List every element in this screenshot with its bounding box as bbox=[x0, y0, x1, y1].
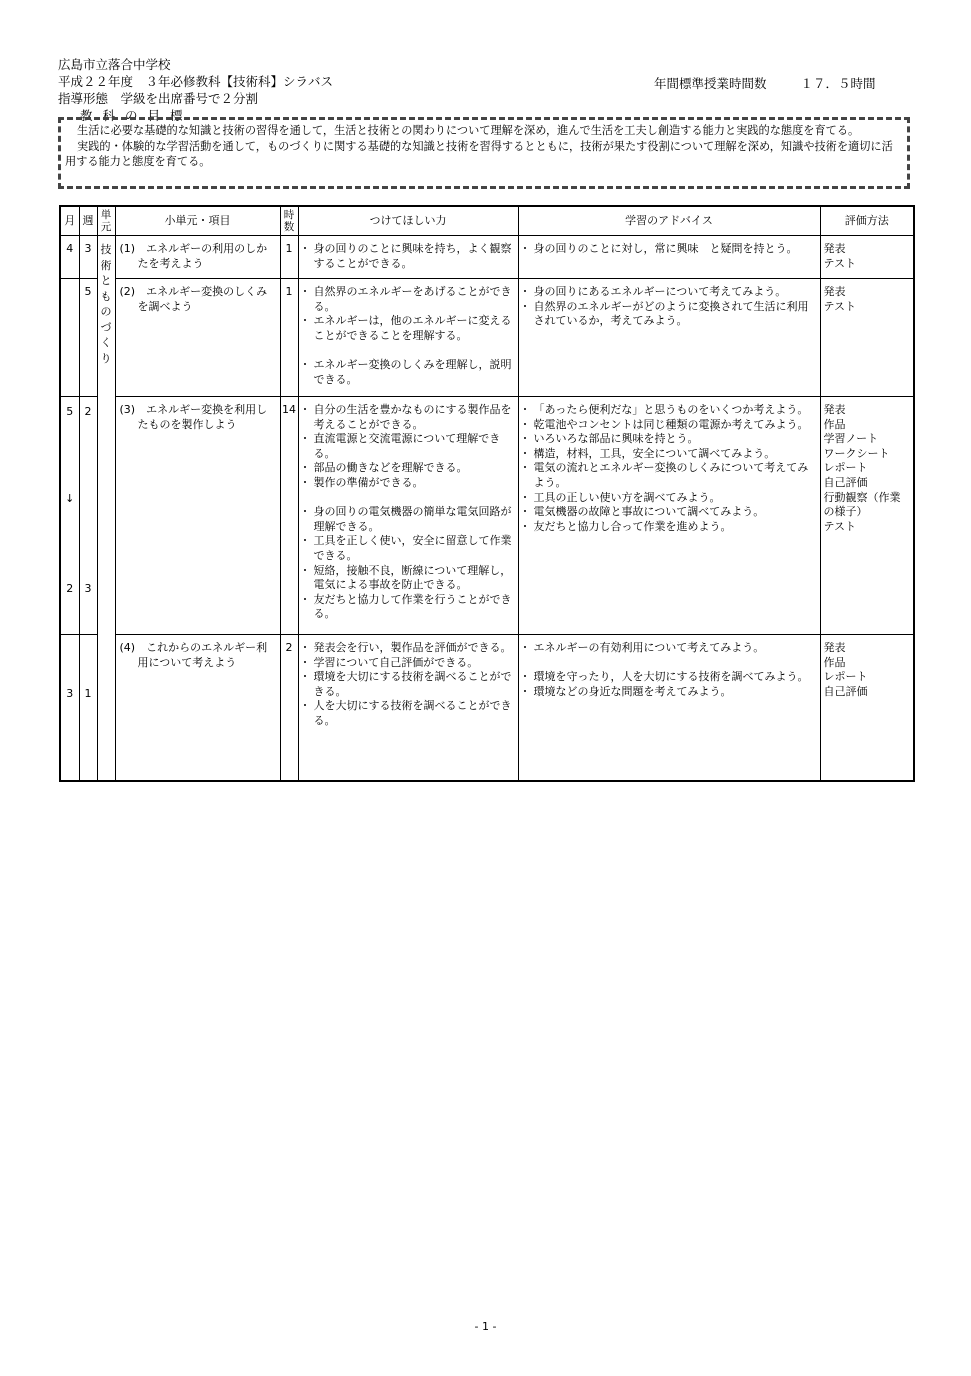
unit-char: く bbox=[100, 336, 112, 349]
list-item: ・ 身の回りにあるエネルギーについて考えてみよう。 bbox=[522, 285, 817, 300]
month-arrow: ↓ bbox=[65, 492, 75, 505]
list-item: ・ 電気の流れとエネルギー変換のしくみについて考えてみよう。 bbox=[522, 461, 817, 490]
list-item: テスト bbox=[823, 256, 857, 270]
list-item: レポート bbox=[823, 670, 868, 684]
list-item: 自己評価 bbox=[823, 684, 868, 698]
month-end: 2 bbox=[66, 582, 74, 595]
list-item: ・ 工具を正しく使い，安全に留意して作業できる。 bbox=[302, 534, 515, 563]
week-cell: 3 bbox=[79, 236, 97, 279]
list-item: 自己評価 bbox=[823, 475, 868, 489]
item-cell bbox=[115, 635, 280, 781]
list-item: ・ 環境を大切にする技術を調べることができる。 bbox=[302, 670, 515, 699]
goal-paragraph: 実践的・体験的な学習活動を通して，ものづくりに関する基礎的な知識と技術を習得するとともに，技術が果たす役割について理解を深め，知識や技術を適切に活用する能力と態度を育てる。 bbox=[65, 139, 893, 168]
list-item: ・ エネルギー変換のしくみを理解し，説明できる。 bbox=[302, 358, 515, 387]
ability-cell bbox=[298, 397, 518, 635]
header-advice: 学習のアドバイス bbox=[518, 206, 820, 236]
header-hours: 時数 bbox=[280, 206, 298, 236]
unit-char: り bbox=[100, 351, 112, 365]
syllabus-table bbox=[59, 205, 915, 782]
list-item: 作品 bbox=[823, 655, 846, 669]
ability-cell bbox=[298, 236, 518, 279]
list-item: テスト bbox=[823, 299, 857, 313]
goal-paragraph: 生活に必要な基礎的な知識と技術の習得を通して，生活と技術との関わりについて理解を深め，進んで生活を工夫し創造する能力と実践的な態度を育てる。 bbox=[77, 124, 860, 137]
page-number: - 1 - bbox=[474, 1320, 497, 1333]
item-text: (2) エネルギー変換のしくみを調べよう bbox=[119, 285, 268, 313]
item-cell bbox=[115, 236, 280, 279]
teaching-form: 指導形態 学級を出席番号で２分割 bbox=[58, 91, 259, 106]
list-item: ・ 友だちと協力し合って作業を進めよう。 bbox=[522, 520, 817, 535]
header-month: 月 bbox=[60, 206, 79, 236]
goals-box bbox=[58, 117, 910, 189]
list-item: 学習ノート bbox=[823, 432, 879, 446]
unit-cell bbox=[97, 236, 115, 781]
list-item: ・ エネルギーの有効利用について考えてみよう。 bbox=[522, 641, 817, 656]
list-item: ・ 「あったら便利だな」と思うものをいくつか考えよう。 bbox=[522, 403, 817, 418]
list-item: ・ 部品の働きなどを理解できる。 bbox=[302, 461, 515, 476]
week-cell bbox=[79, 397, 97, 635]
hours-cell: 14 bbox=[280, 397, 298, 635]
advice-cell bbox=[518, 279, 820, 397]
list-item: ・ 身の回りのことに興味を持ち，よく観察することができる。 bbox=[302, 242, 515, 271]
list-item: ・ 身の回りの電気機器の簡単な電気回路が理解できる。 bbox=[302, 505, 515, 534]
list-item: ・ 電気機器の故障と事故について調べてみよう。 bbox=[522, 505, 817, 520]
annual-hours bbox=[654, 74, 876, 92]
header-ability: つけてほしい力 bbox=[298, 206, 518, 236]
list-item: ・ 自分の生活を豊かなものにする製作品を考えることができる。 bbox=[302, 403, 515, 432]
header-item: 小単元・項目 bbox=[115, 206, 280, 236]
list-item: ・ 環境などの身近な問題を考えてみよう。 bbox=[522, 685, 817, 700]
week-cell: 5 bbox=[79, 279, 97, 397]
list-item: ・ 自然界のエネルギーをあげることができる。 bbox=[302, 285, 515, 314]
table-row bbox=[60, 397, 914, 635]
list-item: 発表 bbox=[823, 641, 846, 654]
evaluation-cell bbox=[820, 279, 914, 397]
month-value: 3 bbox=[66, 687, 74, 700]
advice-cell bbox=[518, 635, 820, 781]
list-item: ・ いろいろな部品に興味を持とう。 bbox=[522, 432, 817, 447]
course-title: 平成２２年度 ３年必修教科【技術科】シラバス bbox=[58, 74, 334, 89]
month-cell bbox=[60, 279, 79, 397]
list-item: 発表 bbox=[823, 403, 846, 416]
unit-char: の bbox=[100, 305, 112, 318]
unit-char: と bbox=[100, 274, 112, 287]
ability-cell bbox=[298, 279, 518, 397]
table-header-row bbox=[60, 206, 914, 236]
item-text: (3) エネルギー変換を利用したものを製作しよう bbox=[119, 403, 268, 431]
item-cell bbox=[115, 397, 280, 635]
list-item: ・ 環境を守ったり，人を大切にする技術を調べてみよう。 bbox=[522, 670, 817, 685]
header-week: 週 bbox=[79, 206, 97, 236]
goals-title: 教科の目標 bbox=[80, 108, 193, 123]
list-item: ・ エネルギーは，他のエネルギーに変えることができることを理解する。 bbox=[302, 314, 515, 343]
month-cell bbox=[60, 635, 79, 781]
list-item: ・ 学習について自己評価ができる。 bbox=[302, 656, 515, 671]
table-row bbox=[60, 635, 914, 781]
evaluation-cell bbox=[820, 397, 914, 635]
list-item: ・ 身の回りのことに対し，常に興味 と疑問を持とう。 bbox=[522, 242, 817, 257]
list-item: ・ 短絡，接触不良，断線について理解し，電気による事故を防止できる。 bbox=[302, 564, 515, 593]
list-item: 作品 bbox=[823, 417, 846, 431]
table-row bbox=[60, 236, 914, 279]
month-cell bbox=[60, 397, 79, 635]
header-unit: 単元 bbox=[97, 206, 115, 236]
school-name: 広島市立落合中学校 bbox=[58, 57, 171, 72]
week-start: 2 bbox=[84, 405, 92, 418]
hours-cell: 2 bbox=[280, 635, 298, 781]
list-item: ・ 人を大切にする技術を調べることができる。 bbox=[302, 699, 515, 728]
evaluation-cell bbox=[820, 635, 914, 781]
advice-cell bbox=[518, 397, 820, 635]
list-item: ・ 発表会を行い，製作品を評価ができる。 bbox=[302, 641, 515, 656]
list-item: ・ 構造，材料，工具，安全について調べてみよう。 bbox=[522, 447, 817, 462]
list-item: ・ 製作の準備ができる。 bbox=[302, 476, 515, 491]
annual-hours-label: 年間標準授業時間数 bbox=[654, 76, 767, 91]
week-value: 1 bbox=[84, 687, 92, 700]
list-item: 行動観察（作業の様子） bbox=[823, 490, 901, 519]
unit-char: づ bbox=[100, 320, 112, 334]
table-row bbox=[60, 279, 914, 397]
list-item: 発表 bbox=[823, 242, 846, 255]
month-cell: 4 bbox=[60, 236, 79, 279]
header-evaluation: 評価方法 bbox=[820, 206, 914, 236]
list-item: ・ 友だちと協力して作業を行うことができる。 bbox=[302, 593, 515, 622]
list-item: ・ 乾電池やコンセントは同じ種類の電源か考えてみよう。 bbox=[522, 418, 817, 433]
unit-char: 術 bbox=[100, 258, 112, 272]
list-item: テスト bbox=[823, 519, 857, 533]
week-cell bbox=[79, 635, 97, 781]
item-text: (4) これからのエネルギー利用について考えよう bbox=[119, 641, 268, 669]
list-item: ・ 自然界のエネルギーがどのように変換されて生活に利用されているか，考えてみよう。 bbox=[522, 300, 817, 329]
list-item: ・ 直流電源と交流電源について理解できる。 bbox=[302, 432, 515, 461]
unit-char: も bbox=[100, 289, 112, 303]
annual-hours-value: １７．５時間 bbox=[800, 76, 876, 91]
unit-char: 技 bbox=[100, 243, 112, 256]
hours-cell: 1 bbox=[280, 279, 298, 397]
item-cell bbox=[115, 279, 280, 397]
list-item: ・ 工具の正しい使い方を調べてみよう。 bbox=[522, 491, 817, 506]
list-item: 発表 bbox=[823, 285, 846, 298]
week-end: 3 bbox=[84, 582, 92, 595]
list-item: ワークシート bbox=[823, 446, 890, 460]
hours-cell: 1 bbox=[280, 236, 298, 279]
list-item: レポート bbox=[823, 461, 868, 475]
ability-cell bbox=[298, 635, 518, 781]
advice-cell bbox=[518, 236, 820, 279]
evaluation-cell bbox=[820, 236, 914, 279]
month-start: 5 bbox=[66, 405, 74, 418]
item-text: (1) エネルギーの利用のしかたを考えよう bbox=[119, 242, 268, 270]
